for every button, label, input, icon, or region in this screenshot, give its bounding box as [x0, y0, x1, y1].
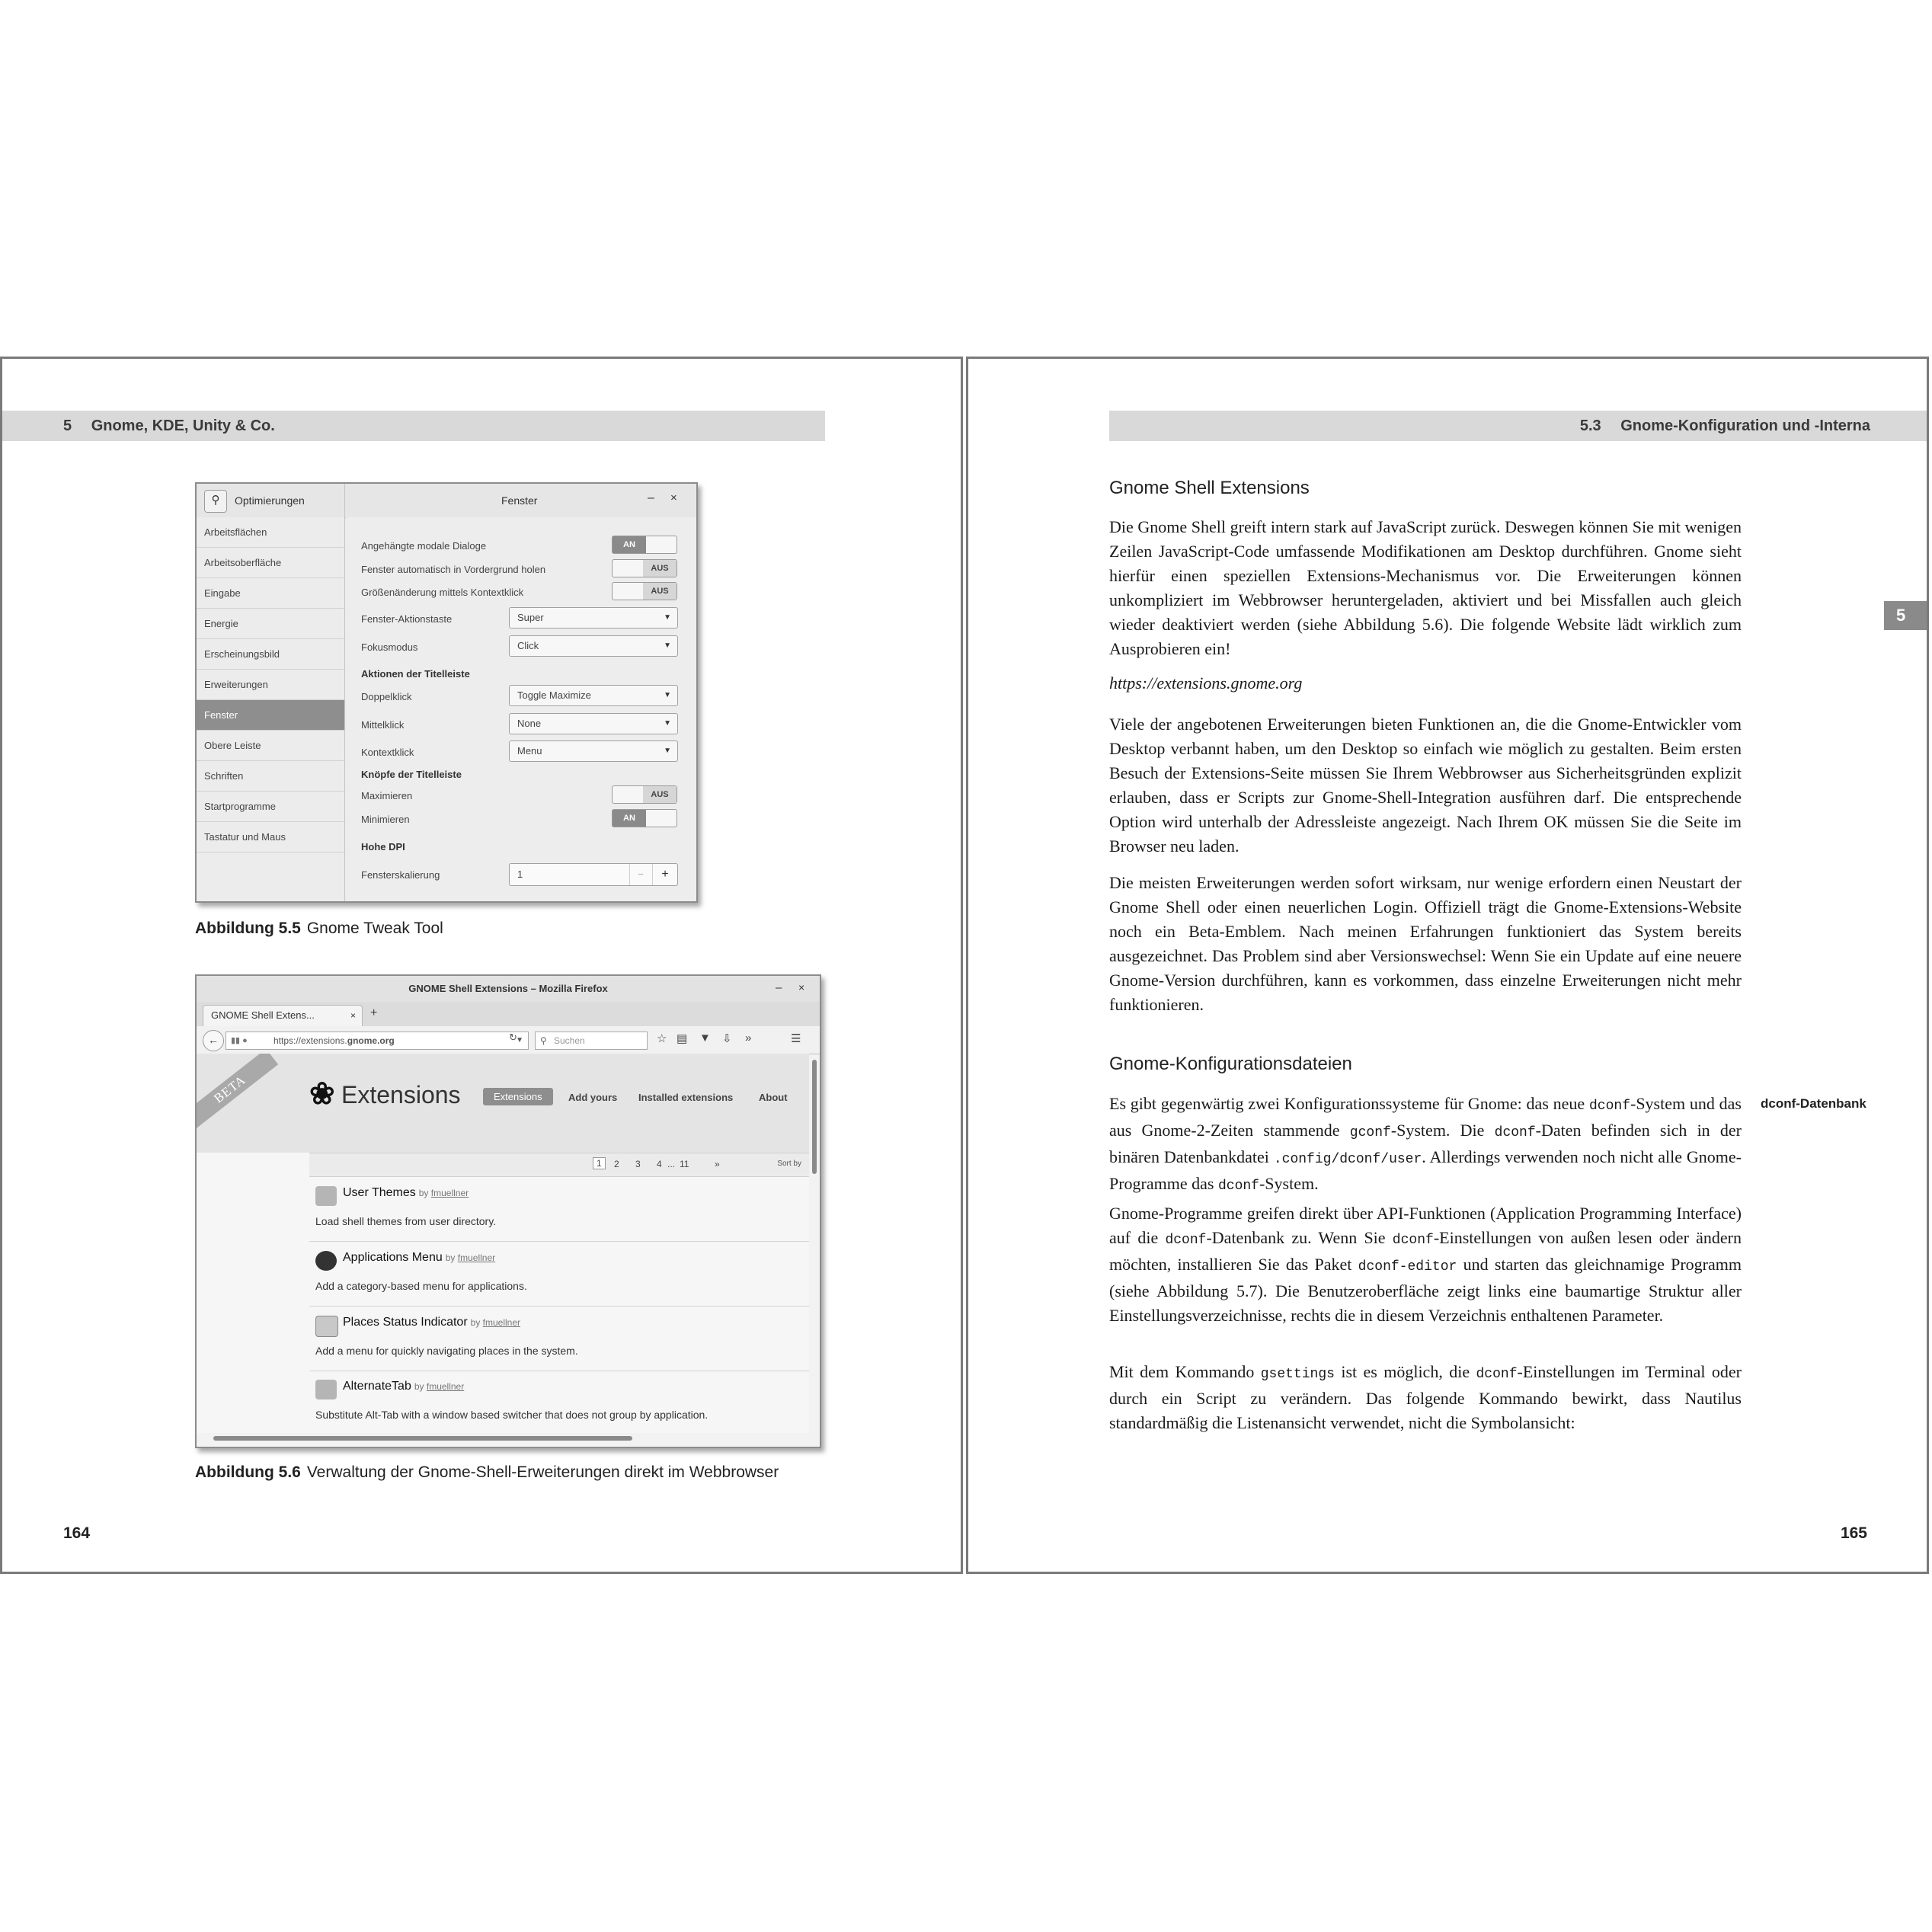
double-click-select[interactable]: [509, 685, 678, 706]
sort-by[interactable]: Sort by: [777, 1160, 801, 1168]
secondary-click-label: Kontextklick: [361, 747, 414, 758]
paragraph-2: Viele der angebotenen Erweiterungen bieten Funktionen an, die die Gnome-Entwickler vom Desktop verbannt haben, um den Desktop so einfach wie möglich zu gestalten. Beim ersten Besuch der Extensions-Seite müssen Sie Ihrem Webbrowser aus Sicherheitsgründen explizit erlauben, dass er Scripts zur Gnome-Shell-Integration ausführen darf. Die entsprechende Option wird unterhalb der Adressleiste angezeigt. Nach Ihrem OK müssen Sie die Seite im Browser neu laden.: [1109, 715, 1742, 856]
sidebar-item-energie[interactable]: Energie: [197, 609, 344, 639]
tab-close-icon[interactable]: ×: [350, 1010, 356, 1021]
page-number: 164: [63, 1524, 91, 1542]
lock-icon: ▮▮ ●: [231, 1036, 248, 1045]
extension-name: Applications Menu by fmuellner: [343, 1251, 496, 1264]
secondary-click-select[interactable]: [509, 740, 678, 762]
right-page: [966, 357, 1929, 1574]
minimize-icon[interactable]: –: [648, 491, 654, 504]
scaling-label: Fensterskalierung: [361, 869, 440, 881]
chapter-number: 5: [63, 417, 72, 434]
extensions-header: [197, 1054, 809, 1153]
window-title: GNOME Shell Extensions – Mozilla Firefox: [408, 983, 608, 994]
reload-icon[interactable]: ↻: [509, 1032, 517, 1043]
page-content: [197, 1054, 809, 1433]
page-4[interactable]: 4: [657, 1159, 662, 1169]
paragraph-5: Gnome-Programme greifen direkt über API-Funktionen (Application Programming Interface) auf die dconf-Datenbank zu. Wenn Sie dconf-Einstellungen von außen lesen oder ändern möchten, installieren Sie das Paket dconf-editor und starten das gleichnamige Programm (siehe Abbildung 5.7). Die Benutzeroberfläche zeigt links eine baumartige Struktur aller Einstellungsverzeichnisse, rechts die in diesem Verzeichnis enthaltenen Parameter.: [1109, 1204, 1742, 1325]
switch-state: AUS: [643, 560, 677, 577]
nav-installed-extensions[interactable]: Installed extensions: [638, 1092, 734, 1103]
chapter-thumb-tab: 5: [1884, 601, 1929, 630]
sidebar-item-erscheinungsbild[interactable]: Erscheinungsbild: [197, 639, 344, 670]
middle-click-label: Mittelklick: [361, 719, 405, 731]
page-next[interactable]: »: [715, 1159, 720, 1169]
page-3[interactable]: 3: [635, 1159, 641, 1169]
list-item[interactable]: [309, 1242, 809, 1307]
section-title: Gnome-Konfiguration und -Interna: [1620, 417, 1870, 434]
tweak-header: [197, 484, 696, 518]
sidebar-item-obere-leiste[interactable]: Obere Leiste: [197, 731, 344, 761]
heading-gnome-shell-extensions: Gnome Shell Extensions: [1109, 478, 1310, 498]
list-item[interactable]: [309, 1307, 809, 1371]
action-key-label: Fenster-Aktionstaste: [361, 613, 453, 625]
maximize-switch[interactable]: [612, 785, 677, 804]
chevron-down-icon: ▼: [664, 641, 671, 650]
firefox-window: [195, 974, 821, 1448]
combo-value: Super: [517, 612, 544, 623]
page-number: 165: [1840, 1524, 1867, 1542]
puzzle-icon: [315, 1380, 337, 1399]
search-icon[interactable]: ⚲: [204, 490, 227, 513]
extension-name: User Themes by fmuellner: [343, 1186, 469, 1199]
nav-add-yours[interactable]: Add yours: [568, 1092, 618, 1103]
extension-name: AlternateTab by fmuellner: [343, 1380, 465, 1393]
modal-dialogs-label: Angehängte modale Dialoge: [361, 540, 487, 552]
url-domain: gnome.org: [347, 1035, 395, 1046]
sidebar-item-erweiterungen[interactable]: Erweiterungen: [197, 670, 344, 700]
spin-value: 1: [517, 868, 523, 880]
site-title: Extensions: [341, 1081, 461, 1108]
horizontal-scrollbar[interactable]: [213, 1436, 632, 1441]
section-number: 5.3: [1579, 417, 1601, 434]
search-input[interactable]: [535, 1032, 648, 1050]
tweak-settings-panel: [346, 517, 696, 901]
author-link[interactable]: fmuellner: [482, 1317, 521, 1328]
heading-gnome-config-files: Gnome-Konfigurationsdateien: [1109, 1054, 1352, 1074]
pocket-icon[interactable]: ▼: [699, 1032, 711, 1044]
tab-bar: [197, 1002, 820, 1027]
beta-ribbon: BETA: [197, 1054, 278, 1130]
author-link[interactable]: fmuellner: [457, 1252, 496, 1263]
caption-number: Abbildung 5.5: [195, 920, 301, 937]
app-title: Optimierungen: [235, 494, 305, 507]
folder-icon: [315, 1316, 338, 1337]
tab-label: GNOME Shell Extens...: [211, 1009, 315, 1021]
tweak-tool-window: [195, 482, 698, 903]
tab-gnome-extensions[interactable]: [203, 1005, 363, 1026]
list-item[interactable]: [309, 1371, 809, 1433]
overflow-icon[interactable]: »: [745, 1032, 752, 1044]
new-tab-icon[interactable]: +: [370, 1006, 378, 1019]
paragraph-6: Mit dem Kommando gsettings ist es möglich, die dconf-Einstellungen im Terminal oder durch ein Script zu verändern. Das folgende Kommando bewirkt, dass Nautilus standardmäßig die Listenansicht verwendet, nicht die Symbolansicht:: [1109, 1362, 1742, 1432]
close-icon[interactable]: ×: [670, 491, 677, 504]
chapter-title: Gnome, KDE, Unity & Co.: [91, 417, 275, 434]
combo-value: Click: [517, 640, 539, 651]
titlebar-actions-heading: Aktionen der Titelleiste: [361, 668, 470, 680]
sidebar-item-arbeitsflaechen[interactable]: Arbeitsflächen: [197, 517, 344, 548]
download-icon[interactable]: ⇩: [722, 1032, 732, 1045]
page-1[interactable]: 1: [593, 1157, 606, 1169]
tweak-sidebar: [197, 517, 344, 901]
switch-state: AN: [613, 810, 646, 827]
chevron-down-icon: ▼: [664, 613, 671, 622]
url-text: https://extensions.gnome.org: [1109, 673, 1303, 693]
gnome-foot-icon: ❀: [309, 1077, 335, 1111]
caption-number: Abbildung 5.6: [195, 1463, 301, 1481]
sidebar-item-startprogramme[interactable]: Startprogramme: [197, 792, 344, 822]
paragraph-1: Die Gnome Shell greift intern stark auf JavaScript zurück. Deswegen können Sie mit wenigen Zeilen JavaScript-Code umfassende Modifikationen am Desktop durchführen. Gnome sieht hierfür einen speziellen Extensions-Mechanismus vor. Die Erweiterungen können unkompliziert im Webbrowser heruntergeladen, aktiviert und bei Missfallen auch gleich wieder deaktiviert werden (siehe Abbildung 5.6). Die folgende Website lädt wirklich zum Ausprobieren ein!: [1109, 517, 1742, 658]
author-link[interactable]: fmuellner: [426, 1381, 465, 1392]
decrement-button[interactable]: −: [629, 864, 651, 885]
sidebar-item-fenster[interactable]: Fenster: [197, 700, 344, 731]
chevron-down-icon[interactable]: ▼: [516, 1036, 523, 1044]
nav-extensions[interactable]: Extensions: [483, 1088, 553, 1105]
caption-text: Gnome Tweak Tool: [306, 920, 443, 937]
titlebar-buttons-heading: Knöpfe der Titelleiste: [361, 769, 462, 780]
action-key-select[interactable]: [509, 607, 678, 629]
bookmark-star-icon[interactable]: ☆: [657, 1032, 667, 1045]
sidebar-item-arbeitsoberflaeche[interactable]: Arbeitsoberfläche: [197, 548, 344, 578]
close-icon[interactable]: ×: [798, 981, 805, 993]
nav-about[interactable]: About: [759, 1092, 788, 1103]
pagination: [309, 1153, 809, 1177]
scaling-spinbutton[interactable]: [509, 863, 678, 886]
switch-state: AUS: [643, 583, 677, 600]
menu-icon[interactable]: ☰: [791, 1032, 801, 1045]
nav-bar: [197, 1026, 820, 1054]
modal-dialogs-switch[interactable]: [612, 536, 677, 554]
paragraph-4: Es gibt gegenwärtig zwei Konfigurationssysteme für Gnome: das neue dconf-System und das aus Gnome-2-Zeiten stammende gconf-System. Die dconf-Daten befinden sich in der binären Datenbankdatei .config/dconf/user. Allerdings verwenden noch nicht alle Gnome-Programme das dconf-System.: [1109, 1094, 1742, 1194]
combo-value: Toggle Maximize: [517, 689, 591, 701]
margin-note: dconf-Datenbank: [1761, 1096, 1866, 1111]
switch-state: AN: [613, 536, 646, 553]
resize-secondary-label: Größenänderung mittels Kontextklick: [361, 587, 524, 598]
chevron-down-icon: ▼: [664, 691, 671, 699]
paragraph-3: Die meisten Erweiterungen werden sofort wirksam, nur wenige erfordern einen Neustart der Gnome Shell oder einen neuerlichen Login. Offiziell trägt die Gnome-Extensions-Website noch ein Beta-Emblem. Nach meinen Erfahrungen funktioniert das System bereits ausgezeichnet. Das Problem sind aber Versionswechsel: Wenn Sie ein Update auf eine neuere Gnome-Version durchführen, kann es vorkommen, dass einzelne Erweiterungen nicht mehr funktionieren.: [1109, 873, 1742, 1014]
resize-secondary-switch[interactable]: [612, 582, 677, 600]
middle-click-select[interactable]: [509, 713, 678, 734]
sidebar-item-schriften[interactable]: Schriften: [197, 761, 344, 792]
sidebar-item-eingabe[interactable]: Eingabe: [197, 578, 344, 609]
vertical-scrollbar[interactable]: [812, 1060, 817, 1174]
caption-text: Verwaltung der Gnome-Shell-Erweiterungen direkt im Webbrowser: [306, 1463, 779, 1481]
chevron-down-icon: ▼: [664, 719, 671, 728]
minimize-icon[interactable]: –: [776, 981, 782, 994]
auto-raise-switch[interactable]: [612, 559, 677, 577]
chevron-down-icon: ▼: [664, 747, 671, 755]
window-title: Fenster: [501, 494, 538, 507]
running-head: [1109, 411, 1929, 441]
auto-raise-label: Fenster automatisch in Vordergrund holen: [361, 564, 546, 575]
maximize-label: Maximieren: [361, 790, 413, 801]
minimize-switch[interactable]: [612, 809, 677, 827]
focus-mode-label: Fokusmodus: [361, 641, 418, 653]
page-ellipsis: ...: [667, 1159, 676, 1169]
page-11[interactable]: 11: [680, 1159, 689, 1169]
switch-state: AUS: [643, 786, 677, 803]
figure-caption-5-5: [195, 920, 443, 938]
minimize-label: Minimieren: [361, 814, 410, 825]
list-item[interactable]: [309, 1177, 809, 1242]
firefox-titlebar: [197, 976, 820, 1002]
extension-description: Add a menu for quickly navigating places in the system.: [315, 1345, 578, 1357]
gnome-foot-icon: [315, 1251, 337, 1271]
left-page: [0, 357, 963, 1574]
url-prefix: https://extensions.: [273, 1035, 347, 1046]
extension-name: Places Status Indicator by fmuellner: [343, 1316, 521, 1329]
puzzle-icon: [315, 1186, 337, 1206]
sidebar-item-tastatur-und-maus[interactable]: Tastatur und Maus: [197, 822, 344, 852]
hidpi-heading: Hohe DPI: [361, 841, 405, 852]
search-icon: ⚲: [540, 1035, 547, 1046]
combo-value: Menu: [517, 745, 542, 756]
increment-button[interactable]: +: [652, 864, 677, 885]
running-head: [2, 411, 825, 441]
back-arrow-icon[interactable]: ←: [203, 1030, 224, 1051]
extension-description: Substitute Alt-Tab with a window based switcher that does not group by application.: [315, 1409, 709, 1421]
extension-description: Add a category-based menu for applications.: [315, 1280, 527, 1292]
page-2[interactable]: 2: [614, 1159, 619, 1169]
search-placeholder: Suchen: [554, 1035, 585, 1046]
focus-mode-select[interactable]: [509, 635, 678, 657]
url-bar[interactable]: [226, 1032, 529, 1050]
pane-divider: [344, 484, 345, 901]
clipboard-icon[interactable]: ▤: [677, 1032, 688, 1045]
combo-value: None: [517, 718, 542, 729]
double-click-label: Doppelklick: [361, 691, 412, 702]
author-link[interactable]: fmuellner: [430, 1188, 469, 1198]
extension-description: Load shell themes from user directory.: [315, 1215, 497, 1227]
figure-caption-5-6: [195, 1463, 779, 1482]
